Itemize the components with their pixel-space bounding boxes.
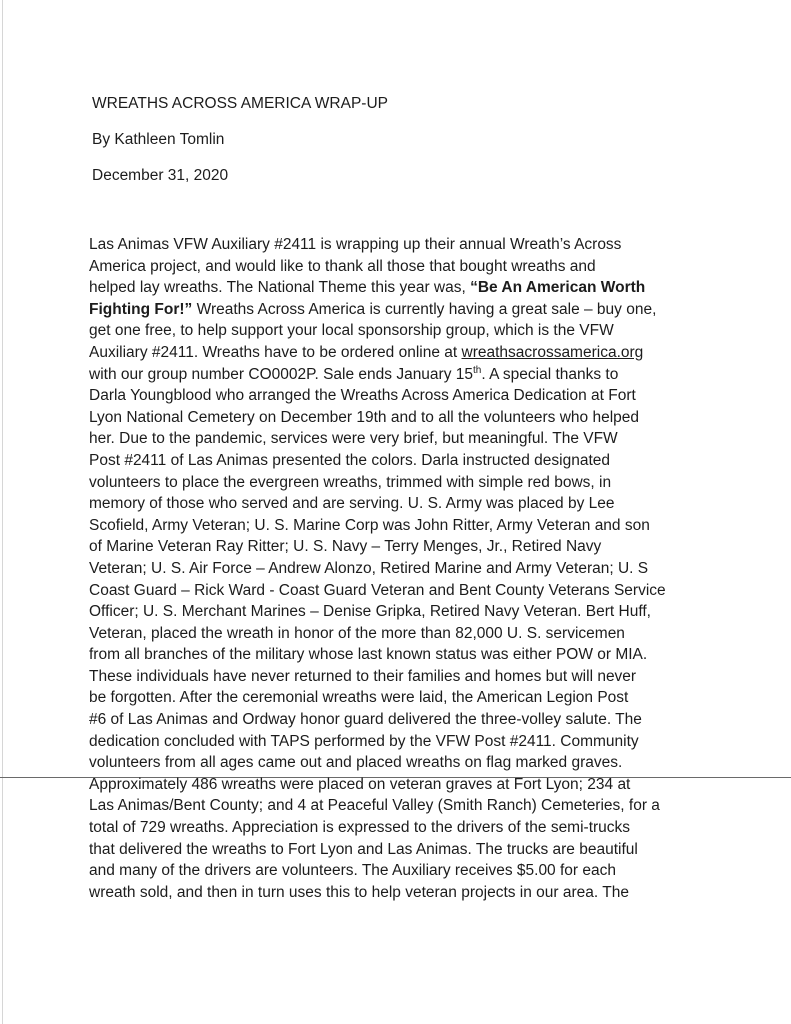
body-line: These individuals have never returned to their families and homes but will never [89, 667, 637, 685]
body-line: Officer; U. S. Merchant Marines – Denise Gripka, Retired Navy Veteran. Bert Huff, [89, 603, 651, 621]
body-text-span: helped lay wreaths. The National Theme this year was, [89, 279, 471, 297]
body-line [89, 342, 719, 364]
body-line: wreath sold, and then in turn uses this to help veteran projects in our area. The [89, 883, 629, 901]
body-line: memory of those who served and are serving. U. S. Army was placed by Lee [89, 495, 615, 513]
body-line: Veteran; U. S. Air Force – Andrew Alonzo, Retired Marine and Army Veteran; U. S [89, 559, 649, 577]
document-date: December 31, 2020 [92, 167, 229, 184]
body-line: Darla Youngblood who arranged the Wreaths Across America Dedication at Fort [89, 387, 636, 405]
body-line: from all branches of the military whose last known status was either POW or MIA. [89, 646, 648, 664]
body-line: Approximately 486 wreaths were placed on veteran graves at Fort Lyon; 234 at [89, 775, 631, 793]
body-line: her. Due to the pandemic, services were very brief, but meaningful. The VFW [89, 430, 618, 448]
theme-quote-start: “Be An American Worth [470, 279, 646, 297]
ordinal-suffix: th [473, 364, 482, 376]
theme-quote-end: Fighting For!” [89, 300, 193, 318]
body-line: Post #2411 of Las Animas presented the colors. Darla instructed designated [89, 451, 610, 469]
body-line: Coast Guard – Rick Ward - Coast Guard Veteran and Bent County Veterans Service [89, 581, 666, 599]
document-title: WREATHS ACROSS AMERICA WRAP-UP [92, 95, 388, 112]
body-line: Lyon National Cemetery on December 19th and to all the volunteers who helped [89, 408, 640, 426]
document-byline: By Kathleen Tomlin [92, 131, 225, 148]
body-line: #6 of Las Animas and Ordway honor guard delivered the three-volley salute. The [89, 711, 642, 729]
body-line: that delivered the wreaths to Fort Lyon and Las Animas. The trucks are beautiful [89, 840, 638, 858]
scan-edge [2, 0, 3, 1024]
body-line: of Marine Veteran Ray Ritter; U. S. Navy – Terry Menges, Jr., Retired Navy [89, 538, 602, 556]
body-line: Las Animas VFW Auxiliary #2411 is wrapping up their annual Wreath’s Across [89, 236, 622, 253]
body-line: total of 729 wreaths. Appreciation is expressed to the drivers of the semi-trucks [89, 819, 631, 837]
document-header [92, 94, 388, 202]
body-line: America project, and would like to thank all those that bought wreaths and [89, 257, 596, 275]
body-line: volunteers from all ages came out and placed wreaths on flag marked graves. [89, 754, 623, 772]
body-text-span: Auxiliary #2411. Wreaths have to be ordered online at [89, 343, 462, 361]
body-line: Veteran, placed the wreath in honor of the more than 82,000 U. S. servicemen [89, 624, 625, 642]
body-line: get one free, to help support your local sponsorship group, which is the VFW [89, 322, 614, 340]
body-text-span: Wreaths Across America is currently having a great sale – buy one, [192, 300, 657, 318]
body-line: dedication concluded with TAPS performed by the VFW Post #2411. Community [89, 732, 639, 750]
body-text-span: . A special thanks to [481, 365, 619, 383]
body-line [89, 364, 719, 386]
body-text-span: with our group number CO0002P. Sale ends January 15 [89, 365, 474, 383]
body-line: Las Animas/Bent County; and 4 at Peaceful Valley (Smith Ranch) Cemeteries, for a [89, 797, 660, 815]
body-line: volunteers to place the evergreen wreaths, trimmed with simple red bows, in [89, 473, 612, 491]
body-line [89, 277, 719, 299]
body-line: be forgotten. After the ceremonial wreaths were laid, the American Legion Post [89, 689, 629, 707]
body-line [89, 299, 719, 321]
website-link[interactable]: wreathsacrossamerica.org [461, 343, 644, 361]
article-body [89, 234, 719, 903]
body-line: and many of the drivers are volunteers. The Auxiliary receives $5.00 for each [89, 862, 616, 880]
body-line: Scofield, Army Veteran; U. S. Marine Corp was John Ritter, Army Veteran and son [89, 516, 650, 534]
